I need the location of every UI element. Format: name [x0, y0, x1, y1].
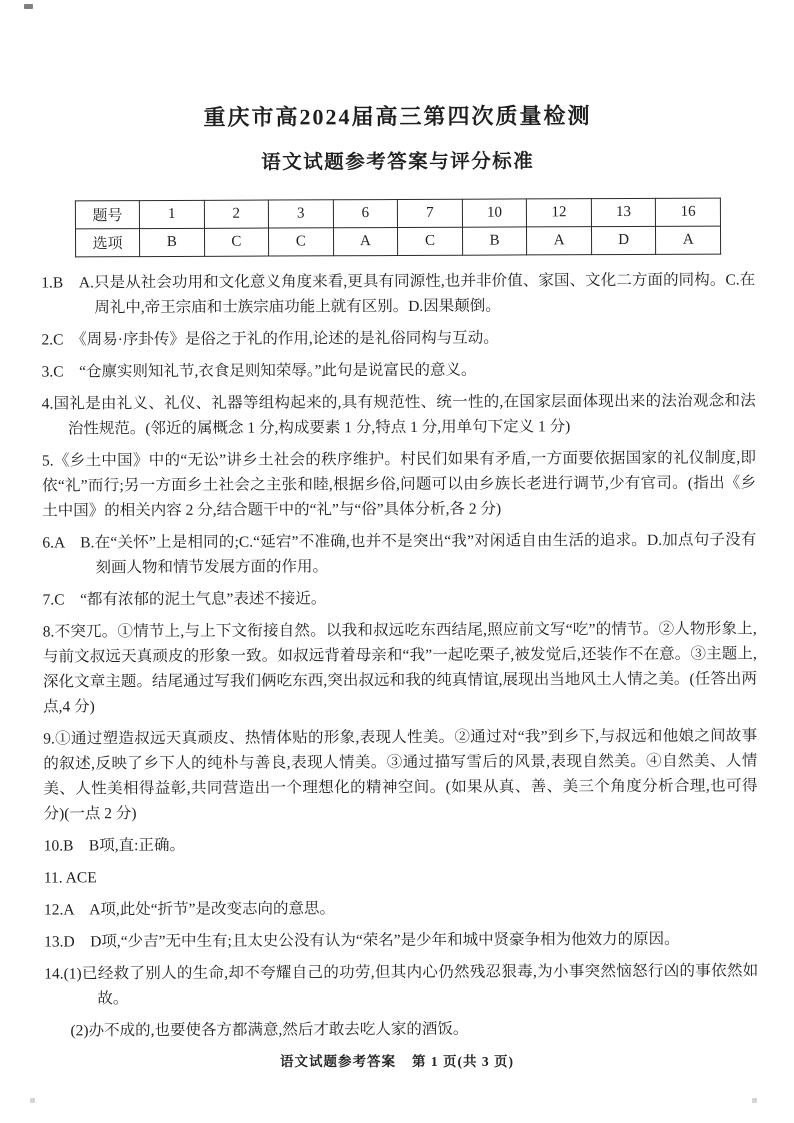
question-number-cell: 2	[204, 200, 269, 228]
answer-item-9: 9.①通过塑造叔远天真顽皮、热情体贴的形象,表现人性美。②通过对“我”到乡下,与叔远和他娘之间故事的叙述,反映了乡下人的纯朴与善良,表现人情美。③通过描写雪后的风景,表现自然美。④自然美、人情美、人性美相得益彰,共同营造出一个理想化的精神空间。(如果从真、善、美三个角度分析合理,也可得分)(一点 2 分)	[43, 727, 758, 823]
page-footer	[0, 1050, 794, 1070]
answer-item-2: 2.C 《周易·序卦传》是俗之于礼的作用,论述的是礼俗同构与互动。	[41, 329, 499, 349]
answer-item-11: 11. ACE	[43, 869, 97, 887]
answer-item-8: 8.不突兀。①情节上,与上下文衔接自然。以我和叔远吃东西结尾,照应前文写“吃”的情节。②人物形象上,与前文叔远天真顽皮的形象一致。如叔远背着母亲和“我”一起吃栗子,被发觉后,还装作不在意。③主题上,深化文章主题。结尾通过写我们俩吃东西,突出叔远和我的纯真情谊,展现出当地风土人情之美。(任答出两点,4 分)	[42, 620, 758, 716]
answer-option-cell: A	[527, 227, 592, 255]
answer-item-3: 3.C “仓廪实则知礼节,衣食足则知荣辱。”此句是说富民的意义。	[41, 361, 477, 381]
answer-option-cell: B	[139, 228, 204, 256]
question-number-cell: 7	[398, 199, 463, 227]
question-number-cell: 1	[139, 200, 204, 228]
answer-item-14-2: (2)办不成的,也要使各方都满意,然后才敢去吃人家的酒饭。	[70, 1020, 469, 1040]
answers-section	[41, 267, 758, 1043]
question-number-cell: 6	[333, 199, 398, 227]
scan-artifact-icon	[30, 1098, 35, 1103]
answer-option-cell: C	[204, 228, 269, 256]
answer-item-6: 6.A B.在“关怀”上是相同的;C.“延宕”不准确,也并不是突出“我”对闲适自由生活的追求。D.加点句子没有刻画人物和情节发展方面的作用。	[42, 531, 757, 577]
answer-item-10: 10.B B项,直:正确。	[43, 836, 185, 855]
question-number-cell: 3	[268, 200, 333, 228]
document-title: 重庆市高2024届高三第四次质量检测	[203, 103, 592, 130]
row-header-option: 选项	[75, 229, 139, 257]
answer-option-cell: D	[591, 226, 656, 254]
question-number-cell: 13	[591, 198, 656, 226]
answer-option-cell: A	[333, 227, 398, 255]
answer-option-row	[75, 226, 720, 257]
answer-item-7: 7.C “都有浓郁的泥土气息”表述不接近。	[42, 590, 327, 609]
question-number-row	[75, 198, 720, 229]
answer-option-cell: B	[462, 227, 527, 255]
answer-item-1: 1.B A.只是从社会功用和文化意义角度来看,更具有同源性,也并非价值、家国、文化二方面的同构。C.在周礼中,帝王宗庙和士族宗庙功能上就有区别。D.因果颠倒。	[41, 271, 756, 317]
answer-option-cell: C	[269, 228, 334, 256]
scan-artifact-icon	[752, 1098, 757, 1103]
answer-option-cell: A	[656, 226, 721, 254]
answer-option-cell: C	[398, 227, 463, 255]
answer-item-13: 13.D D项,“少吉”无中生有;且太史公没有认为“荣名”是少年和城中贤豪争相为他效力的原因。	[44, 930, 680, 951]
document-subtitle: 语文试题参考答案与评分标准	[261, 151, 535, 174]
answer-item-4: 4.国礼是由礼义、礼仪、礼器等组构起来的,具有规范性、统一性的,在国家层面体现出来的法治观念和法治性规范。(邻近的属概念 1 分,构成要素 1 分,特点 1 分,用单句下定义 1 分)	[41, 392, 756, 438]
answer-item-12: 12.A A项,此处“折节”是改变志向的意思。	[43, 900, 336, 919]
question-number-cell: 16	[656, 198, 721, 226]
answer-key-table	[75, 198, 721, 258]
footer-page-number: 第 1 页(共 3 页)	[412, 1054, 514, 1069]
question-number-cell: 12	[527, 199, 592, 227]
answer-item-14-1: 14.(1)已经救了别人的生命,却不夸耀自己的功劳,但其内心仍然残忍狠毒,为小事突然恼怒行凶的事依然如故。	[44, 962, 759, 1008]
footer-document-label: 语文试题参考答案	[280, 1054, 396, 1069]
answer-item-5: 5.《乡土中国》中的“无讼”讲乡土社会的秩序维护。村民们如果有矛盾,一方面要依据国家的礼仪制度,即依“礼”而行;另一方面乡土社会之主张和睦,根据乡俗,问题可以由乡族长老进行调节,少有官司。(指出《乡土中国》的相关内容 2 分,结合题干中的“礼”与“俗”具体分析,各 2 分)	[41, 449, 757, 520]
question-number-cell: 10	[462, 199, 527, 227]
row-header-question-number: 题号	[75, 201, 139, 229]
